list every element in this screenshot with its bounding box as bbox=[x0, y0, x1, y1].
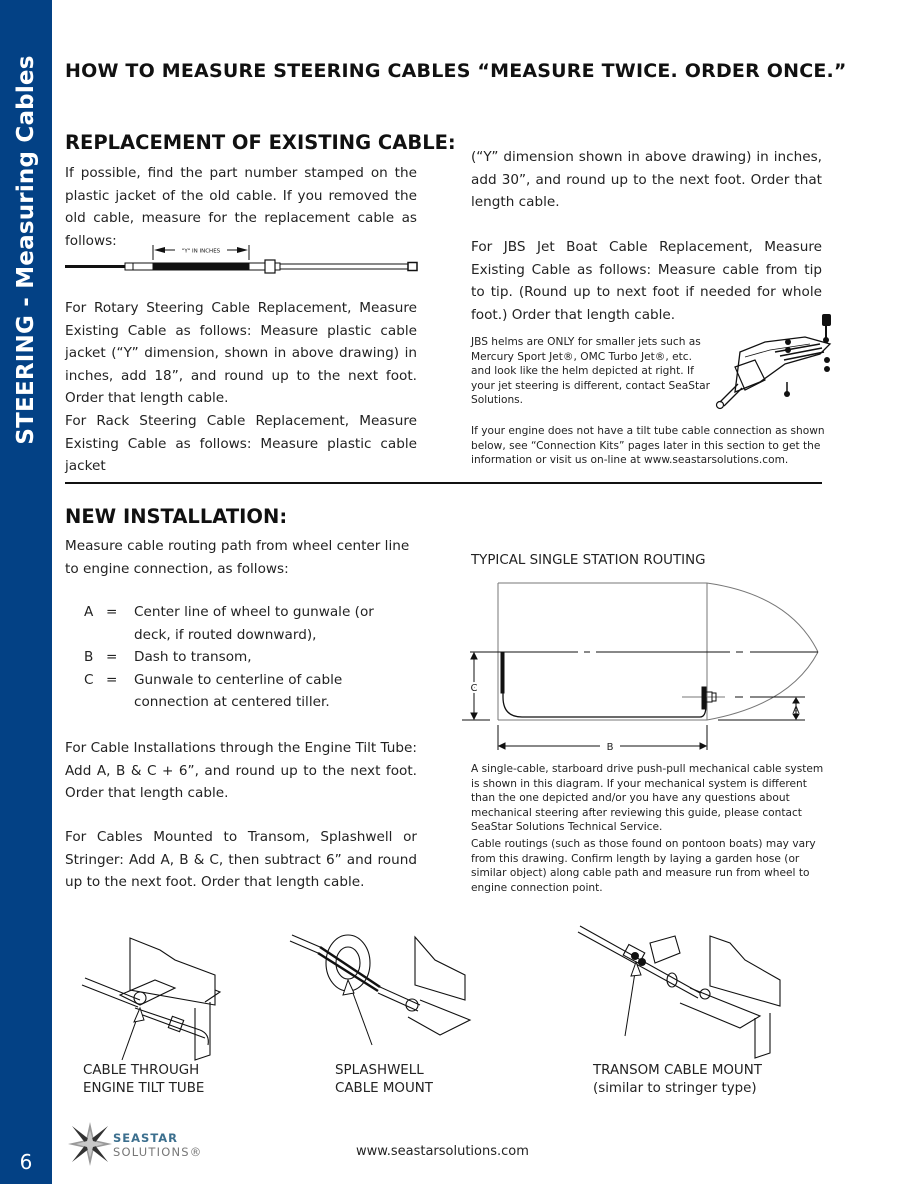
caption-line: CABLE MOUNT bbox=[335, 1081, 433, 1096]
splashwell-mount-illustration bbox=[290, 925, 470, 1055]
dimension-c-label: C bbox=[470, 683, 478, 694]
transom-mount-illustration bbox=[580, 918, 820, 1058]
definition-key: B bbox=[84, 649, 94, 665]
routing-note-1: A single-cable, starboard drive push-pull mechanical cable system is shown in this diagram. If your mechanical system is different than the one depicted and/or you have any questions about mechanical steering after reviewing this guide, please contact SeaStar Solutions Technical Service. bbox=[471, 763, 824, 834]
transom-instructions: For Cables Mounted to Transom, Splashwell or Stringer: Add A, B & C, then subtract 6” and round up to the next foot. Order that length cable. bbox=[65, 829, 417, 890]
seastar-logo bbox=[68, 1122, 228, 1166]
rack-instructions-start: For Rack Steering Cable Replacement, Measure Existing Cable as follows: Measure plastic cable jacket bbox=[65, 413, 417, 474]
dimension-definitions bbox=[84, 601, 394, 714]
y-dimension-label: "Y" IN INCHES bbox=[181, 248, 221, 255]
footer-website-link[interactable]: www.seastarsolutions.com bbox=[356, 1144, 529, 1159]
section-divider bbox=[65, 482, 822, 484]
routing-title: TYPICAL SINGLE STATION ROUTING bbox=[471, 553, 706, 568]
definition-text: Dash to transom, bbox=[134, 649, 252, 665]
mount-caption-tilt-tube bbox=[83, 1062, 204, 1098]
mount-caption-splashwell bbox=[335, 1062, 433, 1098]
logo-text-solutions: SOLUTIONS® bbox=[113, 1145, 203, 1159]
definition-text: Center line of wheel to gunwale (or deck, if routed downward), bbox=[134, 604, 374, 643]
definition-eq: = bbox=[106, 649, 118, 665]
tilt-tube-instructions: For Cable Installations through the Engine Tilt Tube: Add A, B & C + 6”, and round up to the next foot. Order that length cable. bbox=[65, 740, 417, 801]
page-number: 6 bbox=[19, 1150, 33, 1174]
page-title: HOW TO MEASURE STEERING CABLES “MEASURE TWICE. ORDER ONCE.” bbox=[65, 60, 847, 82]
compass-star-icon bbox=[68, 1122, 112, 1166]
replacement-heading: REPLACEMENT OF EXISTING CABLE: bbox=[65, 131, 456, 154]
caption-line: TRANSOM CABLE MOUNT bbox=[593, 1063, 762, 1078]
definition-key: A bbox=[84, 604, 94, 620]
rotary-instructions: For Rotary Steering Cable Replacement, Measure Existing Cable as follows: Measure plastic cable jacket (“Y” dimension, shown in above drawing) in inches, add 18”, and round up to the next foot. Order that length cable. bbox=[65, 300, 417, 406]
logo-text-seastar: SEASTAR bbox=[113, 1131, 179, 1145]
tilt-tube-note: If your engine does not have a tilt tube cable connection as shown below, see “Connection Kits” pages later in this section to get the information or visit us on-line at www.seastarsolutions.com. bbox=[471, 425, 825, 467]
jbs-note: JBS helms are ONLY for smaller jets such as Mercury Sport Jet®, OMC Turbo Jet®, etc. and look like the helm depicted at right. If your jet steering is different, contact SeaStar Solutions. bbox=[471, 336, 711, 407]
new-installation-heading: NEW INSTALLATION: bbox=[65, 505, 288, 528]
dimension-b-label: B bbox=[606, 742, 614, 753]
caption-line: (similar to stringer type) bbox=[593, 1081, 757, 1096]
definition-eq: = bbox=[106, 604, 118, 620]
definition-text: Gunwale to centerline of cable connection at centered tiller. bbox=[134, 671, 343, 710]
jbs-helm-illustration bbox=[710, 312, 840, 412]
definition-b bbox=[84, 646, 394, 669]
rack-instructions-continued: (“Y” dimension shown in above drawing) in inches, add 30”, and round up to the next foot. Order that length cable. bbox=[471, 149, 822, 210]
sidebar-band bbox=[0, 0, 52, 1184]
cable-diagram bbox=[65, 240, 420, 280]
definition-eq: = bbox=[106, 671, 118, 688]
caption-line: CABLE THROUGH bbox=[83, 1063, 200, 1078]
replacement-intro: If possible, find the part number stamped on the plastic jacket of the old cable. If you removed the old cable, measure for the replacement cable as follows: bbox=[65, 165, 417, 249]
routing-diagram bbox=[460, 575, 840, 755]
caption-line: ENGINE TILT TUBE bbox=[83, 1081, 205, 1096]
section-title: STEERING - Measuring Cables bbox=[13, 55, 39, 445]
tilt-tube-mount-illustration bbox=[80, 930, 230, 1060]
mount-caption-transom bbox=[593, 1062, 762, 1098]
routing-note-2: Cable routings (such as those found on pontoon boats) may vary from this drawing. Confirm length by laying a garden hose (or similar object) along cable path and measure run from wheel to engine connection point. bbox=[471, 838, 816, 894]
dimension-a-label: A bbox=[792, 705, 800, 716]
jbs-instructions: For JBS Jet Boat Cable Replacement, Measure Existing Cable as follows: Measure cable from tip to tip. (Round up to next foot if needed for whole foot.) Order that length cable. bbox=[471, 239, 822, 323]
definition-c bbox=[84, 669, 394, 714]
caption-line: SPLASHWELL bbox=[335, 1063, 424, 1078]
definition-key: C bbox=[84, 671, 94, 688]
definition-a bbox=[84, 601, 394, 646]
new-installation-intro: Measure cable routing path from wheel center line to engine connection, as follows: bbox=[65, 538, 410, 577]
